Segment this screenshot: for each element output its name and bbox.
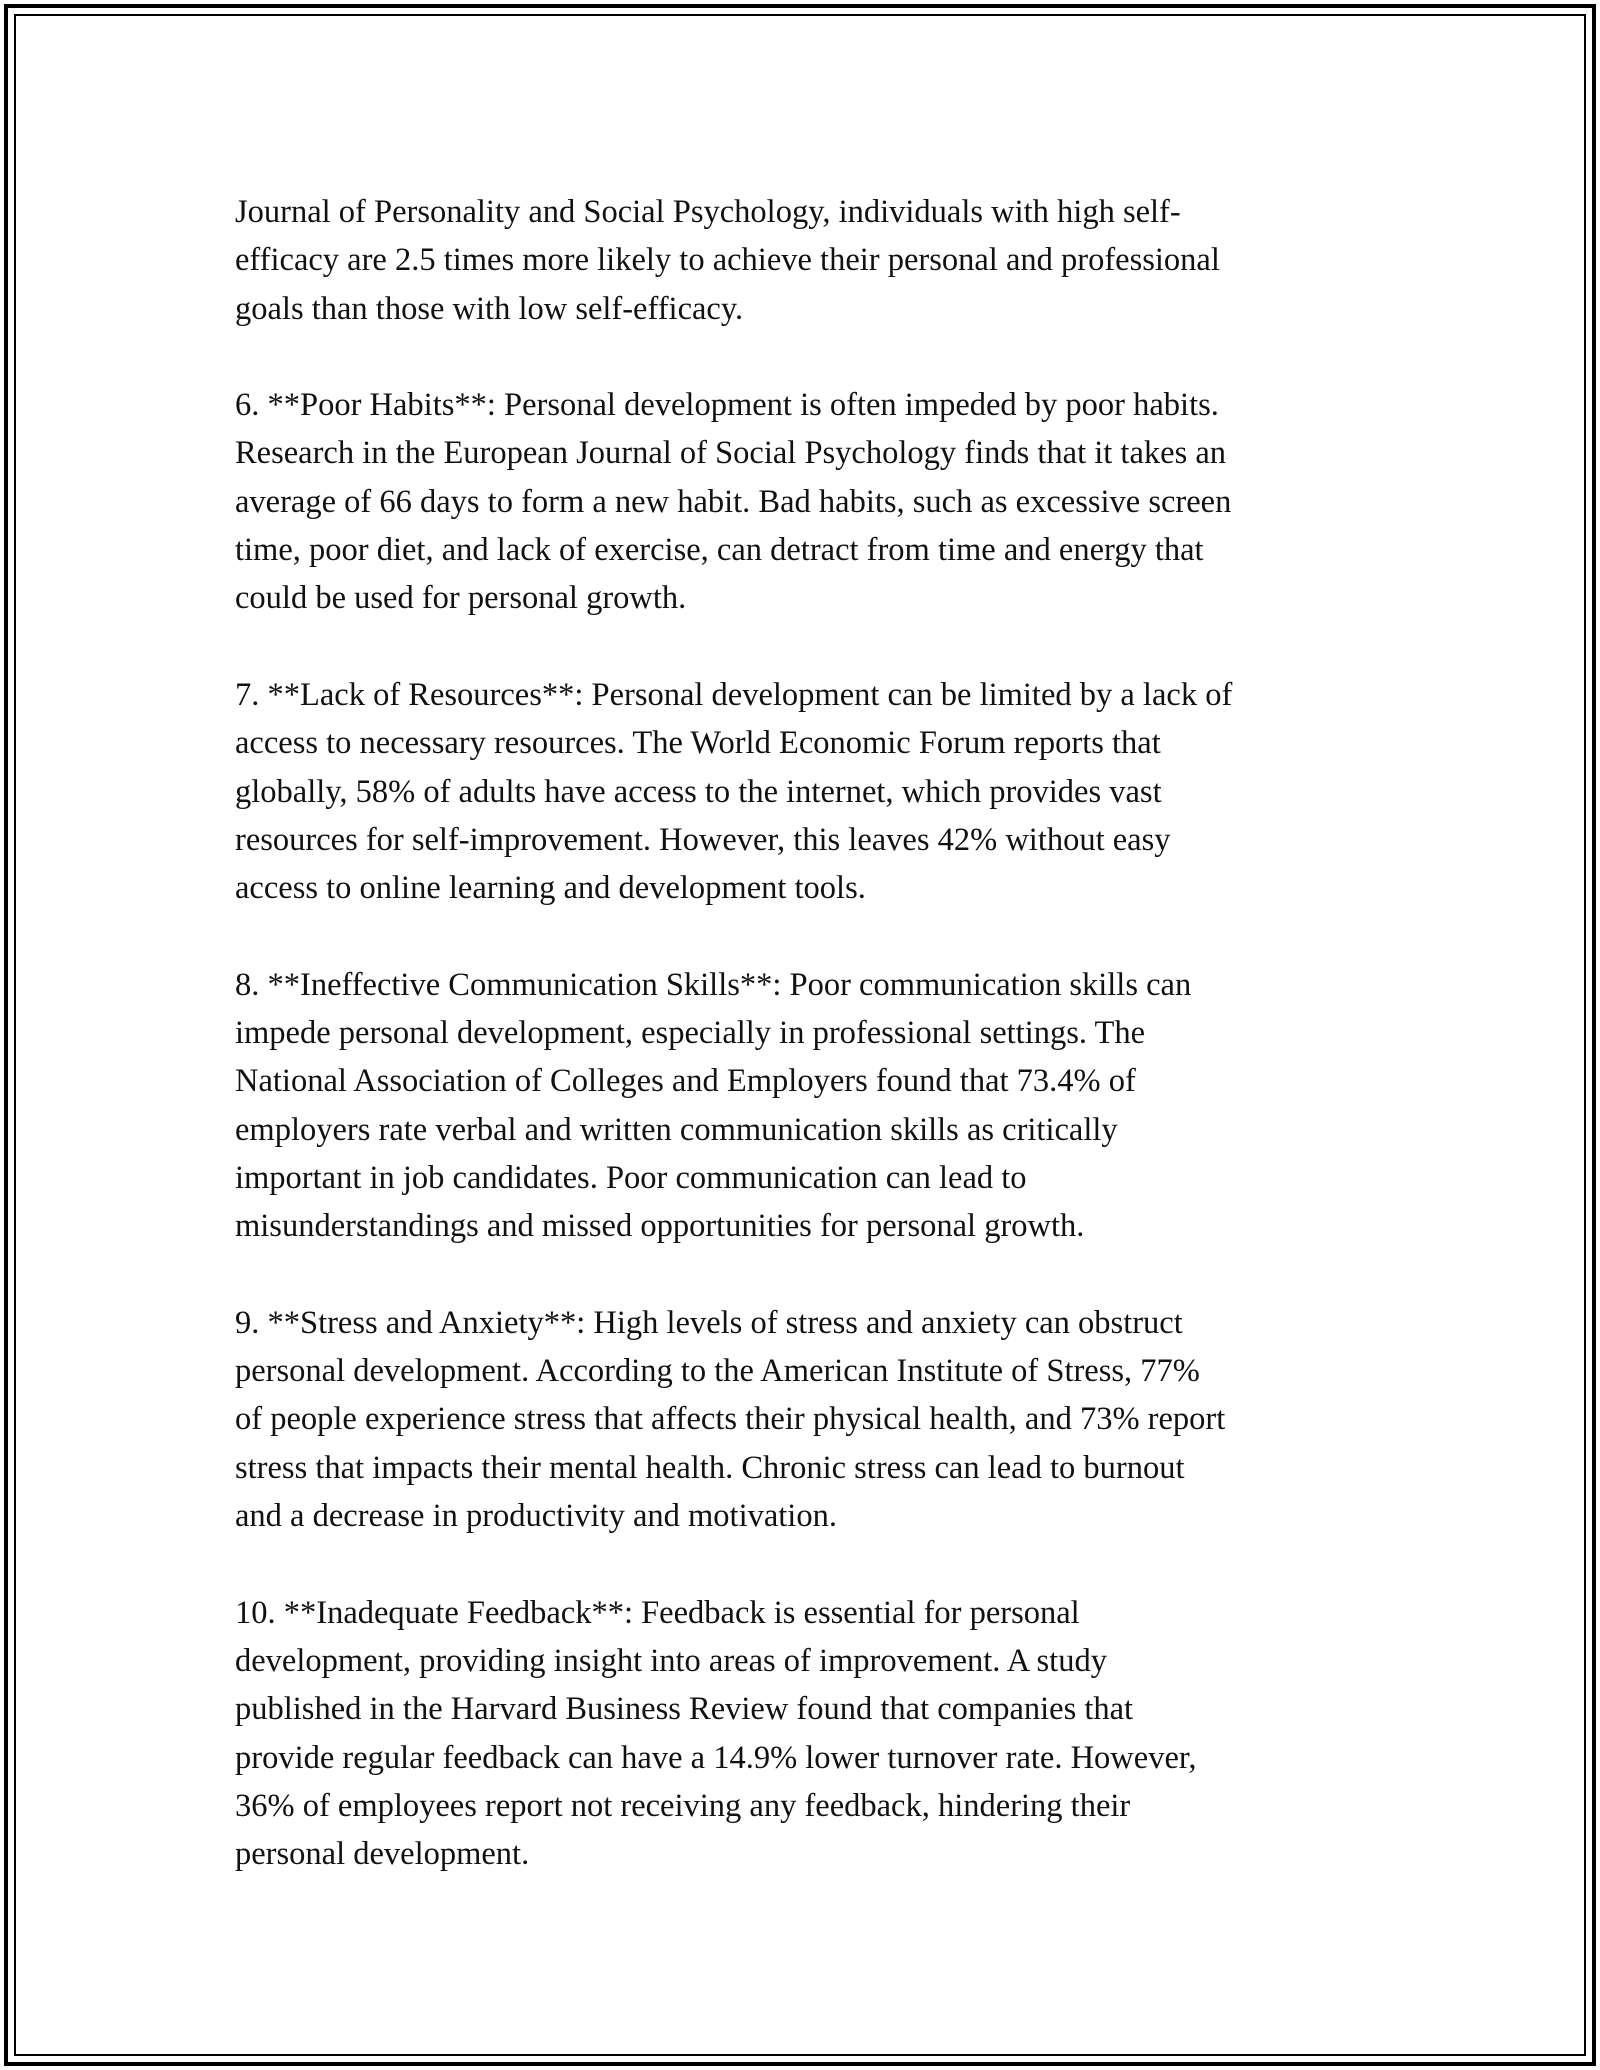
paragraph-ineffective-communication: 8. **Ineffective Communication Skills**: Poor communication skills can impede personal development, especially in professional settings. The National Association of Colleges and Employers found that 73.4% of employers rate verbal and written communication skills as critically important in job candidates. Poor communication can lead to misunderstandings and missed opportunities for personal growth.: [235, 966, 1192, 1245]
paragraph-poor-habits: 6. **Poor Habits**: Personal development is often impeded by poor habits. Research in the European Journal of Social Psychology finds that it takes an average of 66 days to form a new habit. Bad habits, such as excessive screen time, poor diet, and lack of exercise, can detract from time and energy that could be used for personal growth.: [235, 387, 1232, 617]
paragraph-inadequate-feedback: 10. **Inadequate Feedback**: Feedback is essential for personal development, providing insight into areas of improvement. A study published in the Harvard Business Review found that companies that provide regular feedback can have a 14.9% lower turnover rate. However, 36% of employees report not receiving any feedback, hindering their personal development.: [235, 1594, 1197, 1873]
paragraph-stress-and-anxiety: 9. **Stress and Anxiety**: High levels of stress and anxiety can obstruct personal development. According to the American Institute of Stress, 77% of people experience stress that affects their physical health, and 73% report stress that impacts their mental health. Chronic stress can lead to burnout and a decrease in productivity and motivation.: [235, 1304, 1226, 1535]
paragraph-lack-of-resources: 7. **Lack of Resources**: Personal development can be limited by a lack of access to necessary resources. The World Economic Forum reports that globally, 58% of adults have access to the internet, which provides vast resources for self-improvement. However, this leaves 42% without easy access to online learning and development tools.: [235, 676, 1233, 907]
document-body: [235, 188, 1365, 1878]
paragraph-self-efficacy-continuation: Journal of Personality and Social Psychology, individuals with high self- efficacy are 2.5 times more likely to achieve their personal and professional goals than those with low self-efficacy.: [235, 194, 1220, 327]
